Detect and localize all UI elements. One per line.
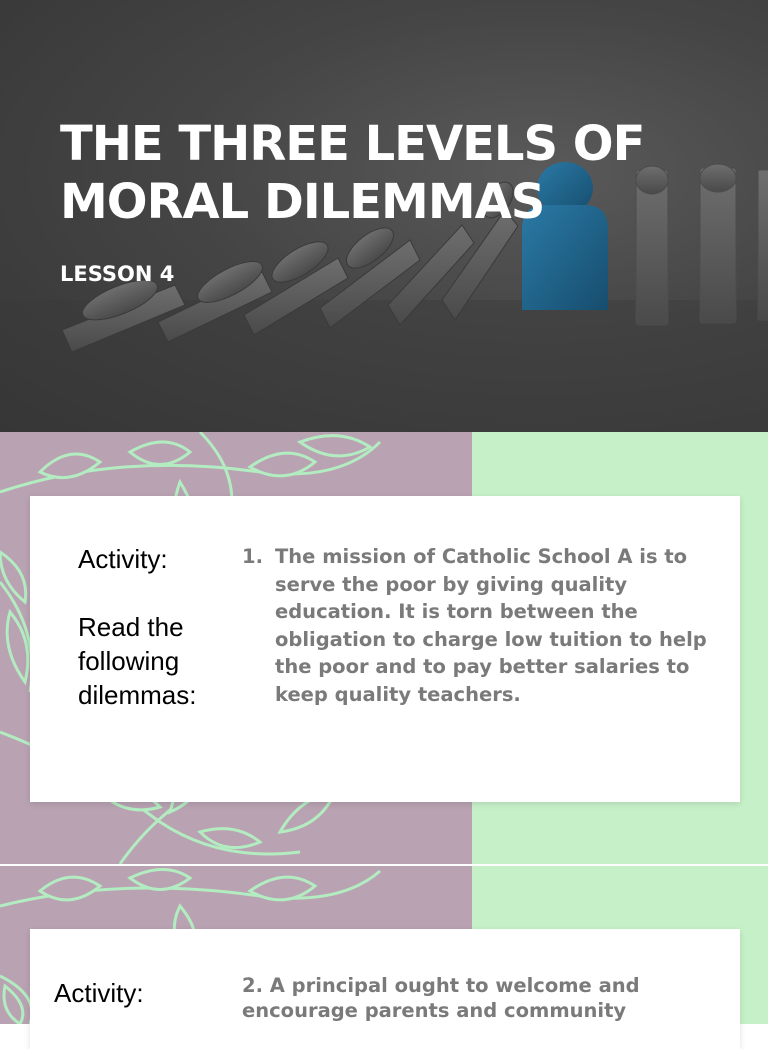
activity-label: Activity:: [78, 544, 168, 574]
lesson-subtitle: LESSON 4: [60, 262, 175, 286]
activity-instructions: Read the following dilemmas:: [78, 612, 197, 710]
dilemma-number: 1.: [242, 545, 263, 568]
dilemma-item-1: [242, 543, 722, 713]
dilemma-item-2: 2. A principal ought to welcome and encourage parents and community: [242, 974, 640, 1022]
dilemma-text: The mission of Catholic School A is to serve the poor by giving quality education. It is torn between the obligation to charge low tuition to help the poor and to pay better salaries to keep quality teachers.: [275, 545, 707, 706]
slide-title: THE THREE LEVELS OF MORAL DILEMMAS: [60, 116, 645, 230]
activity-label: Activity:: [54, 978, 144, 1008]
title-slide: [0, 0, 768, 432]
